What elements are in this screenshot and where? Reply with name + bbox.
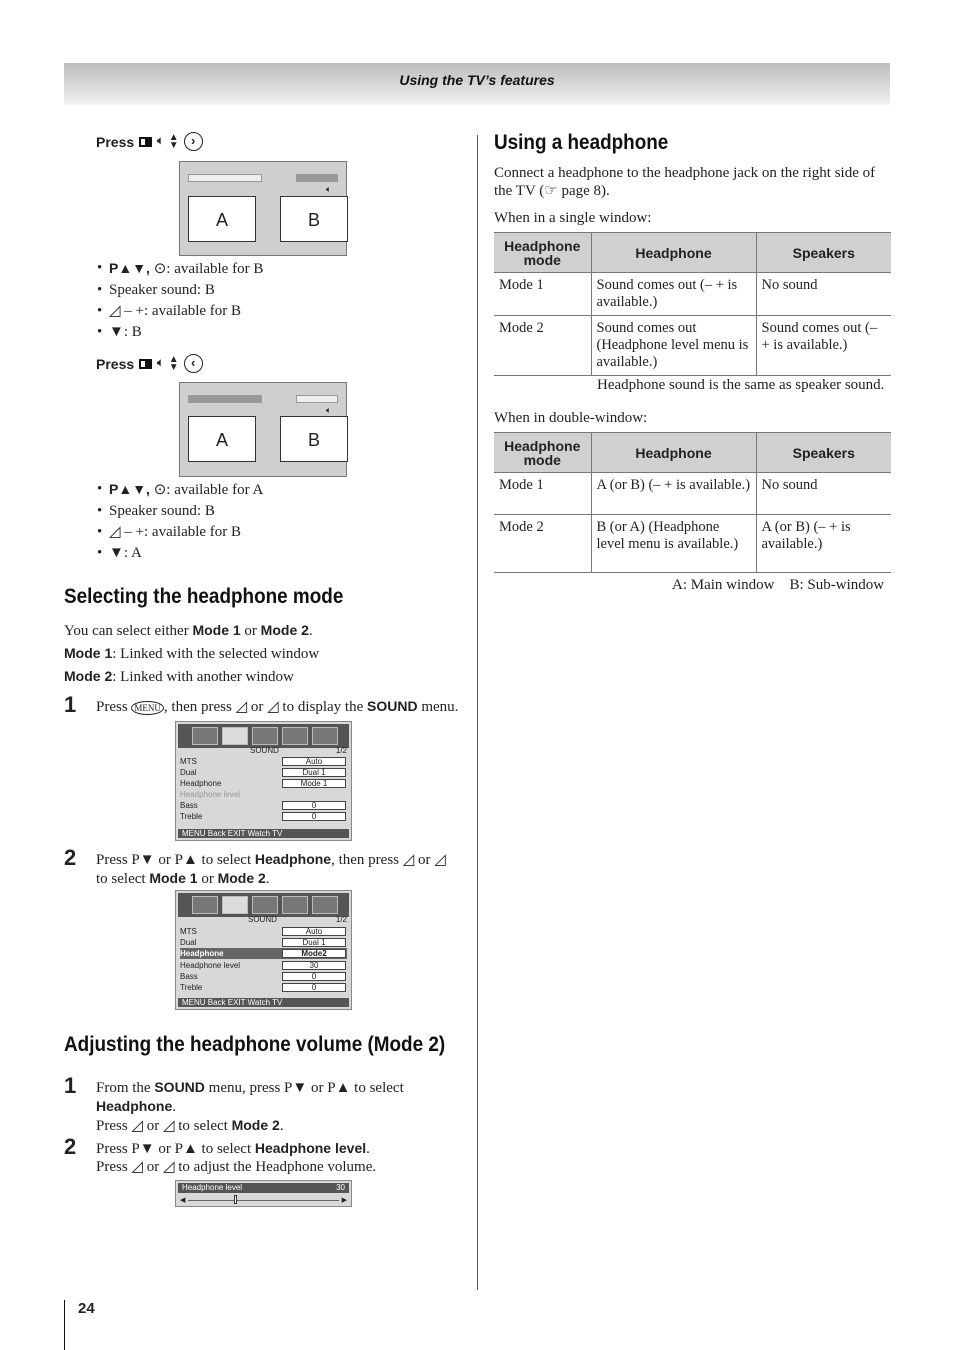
- headphone-intro: Connect a headphone to the headphone jack on the right side of the TV (☞ page 8).: [494, 165, 876, 199]
- menu-row[interactable]: Headphone level 30: [180, 960, 347, 971]
- options-tab-icon: [312, 727, 338, 745]
- info-bar-b: [296, 174, 338, 182]
- step-number: 2: [64, 1134, 77, 1159]
- volume-up-icon: ◿: [162, 1118, 175, 1134]
- list-item: • P▲▼, ⊙: available for A: [97, 479, 263, 501]
- right-arrow-icon[interactable]: ▶: [341, 1197, 347, 1204]
- column-header: Headphone mode: [494, 433, 591, 473]
- list-item: • ▼: A: [97, 543, 263, 564]
- table-row: Mode 2 Sound comes out (Headphone level menu is available.) Sound comes out (– + is available.): [494, 316, 891, 376]
- picture-tab-icon: [192, 896, 218, 914]
- menu-tabs: [178, 724, 349, 748]
- page-number-rule: [64, 1300, 65, 1350]
- press-label: Press: [96, 355, 135, 372]
- menu-footer: MENU Back EXIT Watch TV: [178, 829, 349, 838]
- info-bar-a: [188, 174, 262, 182]
- bullet-list-2: [97, 479, 263, 564]
- single-window-caption: When in a single window:: [494, 210, 652, 226]
- window-b: B: [280, 196, 348, 242]
- speaker-icon: 🔈︎: [326, 184, 332, 194]
- volume-up-icon: ◿: [434, 852, 446, 868]
- bullet-list-1: [97, 258, 263, 343]
- level-header: Headphone level 30: [178, 1183, 349, 1193]
- volume-down-icon: ◿: [131, 1159, 143, 1175]
- menu-button-icon: MENU: [131, 701, 164, 715]
- info-bar-b: [296, 395, 338, 403]
- window-a: A: [188, 416, 256, 462]
- menu-tabs: [178, 893, 349, 917]
- volume-down-icon: ◿: [402, 852, 415, 868]
- step-number: 1: [64, 1073, 77, 1098]
- volume-down-icon: ◿: [235, 699, 248, 715]
- menu-title: SOUND: [248, 915, 277, 924]
- level-thumb[interactable]: [234, 1195, 237, 1204]
- volume-icon: ◿: [109, 524, 121, 540]
- sound-tab-icon: [222, 727, 248, 745]
- menu-page: 1/2: [335, 746, 347, 755]
- sound-tab-icon: [222, 896, 248, 914]
- timer-tab-icon: [282, 896, 308, 914]
- section-heading-volume: Adjusting the headphone volume (Mode 2): [64, 1033, 446, 1056]
- list-item: • ▼: B: [97, 322, 263, 343]
- down-box-icon: ▼: [109, 324, 124, 340]
- list-item: • Speaker sound: B: [97, 501, 263, 522]
- volume-step-1: From the SOUND menu, press P▼ or P▲ to select Headphone. Press ◿ or ◿ to select Mode 2.: [96, 1079, 404, 1134]
- double-window-note: A: Main window B: Sub-window: [672, 577, 885, 593]
- list-item: • ◿ – +: available for B: [97, 301, 263, 322]
- headphone-level-bar: [175, 1180, 352, 1207]
- pip-screen-a: [179, 382, 347, 477]
- step-number: 2: [64, 845, 77, 870]
- menu-row[interactable]: Headphone Mode 1: [180, 778, 347, 789]
- volume-step-2: Press P▼ or P▲ to select Headphone level. Press ◿ or ◿ to adjust the Headphone volume.: [96, 1140, 377, 1175]
- table-row: Mode 1 Sound comes out (– + is available.) No sound: [494, 273, 891, 316]
- menu-row[interactable]: Dual Dual 1: [180, 767, 347, 778]
- volume-up-icon: ◿: [267, 699, 279, 715]
- right-arrow-circle-icon: ›: [184, 132, 203, 151]
- single-window-note: Headphone sound is the same as speaker sound.: [597, 377, 885, 393]
- input-icon: ⊙: [153, 482, 167, 498]
- column-divider: [477, 135, 478, 1290]
- menu-row[interactable]: Treble 0: [180, 811, 347, 822]
- menu-footer: MENU Back EXIT Watch TV: [178, 998, 349, 1007]
- menu-title: SOUND: [250, 746, 279, 755]
- window-a: A: [188, 196, 256, 242]
- menu-row-selected[interactable]: Headphone Mode2: [180, 948, 347, 959]
- menu-row[interactable]: Bass 0: [180, 971, 347, 982]
- menu-row[interactable]: MTS Auto: [180, 756, 347, 767]
- mode-step-2: Press P▼ or P▲ to select Headphone, then press ◿ or ◿ to select Mode 1 or Mode 2.: [96, 851, 446, 887]
- list-item: • P▲▼, ⊙: available for B: [97, 258, 263, 280]
- table-row: Mode 2 B (or A) (Headphone level menu is available.) A (or B) (– + is available.): [494, 515, 891, 573]
- left-arrow-icon[interactable]: ◀: [180, 1197, 186, 1204]
- options-tab-icon: [312, 896, 338, 914]
- column-header: Speakers: [756, 233, 891, 273]
- volume-icon: ◿: [109, 303, 121, 319]
- left-arrow-circle-icon: ‹: [184, 354, 203, 373]
- window-b: B: [280, 416, 348, 462]
- press-left-instruction: [96, 354, 203, 373]
- up-down-icon: ▲ ▼: [168, 353, 179, 373]
- setup-tab-icon: [252, 727, 278, 745]
- speaker-icon: 🔈︎: [157, 135, 164, 147]
- sound-menu-2: [175, 890, 352, 1010]
- info-bar-a: [188, 395, 262, 403]
- menu-row[interactable]: Bass 0: [180, 800, 347, 811]
- pip-icon: [139, 359, 152, 369]
- press-label: Press: [96, 133, 135, 150]
- single-window-table: [494, 232, 891, 376]
- column-header: Headphone mode: [494, 233, 591, 273]
- list-item: • ◿ – +: available for B: [97, 522, 263, 543]
- section-header: [64, 63, 890, 105]
- section-heading-mode: Selecting the headphone mode: [64, 585, 344, 608]
- level-track: [188, 1200, 339, 1201]
- menu-row[interactable]: MTS Auto: [180, 926, 347, 937]
- press-right-instruction: [96, 132, 203, 151]
- mode-intro: You can select either Mode 1 or Mode 2. Mode 1: Linked with the selected window Mode 2: Linked with another window: [64, 622, 320, 685]
- section-title: Using the TV’s features: [399, 72, 555, 88]
- mode-step-1: Press MENU , then press ◿ or ◿ to display the SOUND menu.: [96, 698, 459, 715]
- speaker-icon: 🔈︎: [157, 357, 164, 369]
- column-header: Headphone: [591, 433, 756, 473]
- volume-down-icon: ◿: [131, 1118, 143, 1134]
- pip-icon: [139, 137, 152, 147]
- list-item: • Speaker sound: B: [97, 280, 263, 301]
- column-header: Speakers: [756, 433, 891, 473]
- section-heading-headphone: Using a headphone: [494, 131, 669, 154]
- menu-page: 1/2: [335, 915, 347, 924]
- speaker-icon: 🔈︎: [326, 405, 332, 415]
- double-window-table: [494, 432, 891, 573]
- volume-up-icon: ◿: [162, 1159, 175, 1175]
- pip-screen-b: [179, 161, 347, 256]
- down-box-icon: ▼: [109, 545, 124, 561]
- input-icon: ⊙: [153, 261, 167, 277]
- step-number: 1: [64, 692, 77, 717]
- double-window-caption: When in double-window:: [494, 410, 648, 426]
- menu-row[interactable]: Dual Dual 1: [180, 937, 347, 948]
- setup-tab-icon: [252, 896, 278, 914]
- page-number: 24: [78, 1300, 95, 1317]
- picture-tab-icon: [192, 727, 218, 745]
- timer-tab-icon: [282, 727, 308, 745]
- sound-menu-1: [175, 721, 352, 841]
- column-header: Headphone: [591, 233, 756, 273]
- menu-row: Headphone level: [180, 790, 241, 799]
- menu-row[interactable]: Treble 0: [180, 982, 347, 993]
- table-row: Mode 1 A (or B) (– + is available.) No sound: [494, 473, 891, 515]
- up-down-icon: ▲ ▼: [168, 131, 179, 151]
